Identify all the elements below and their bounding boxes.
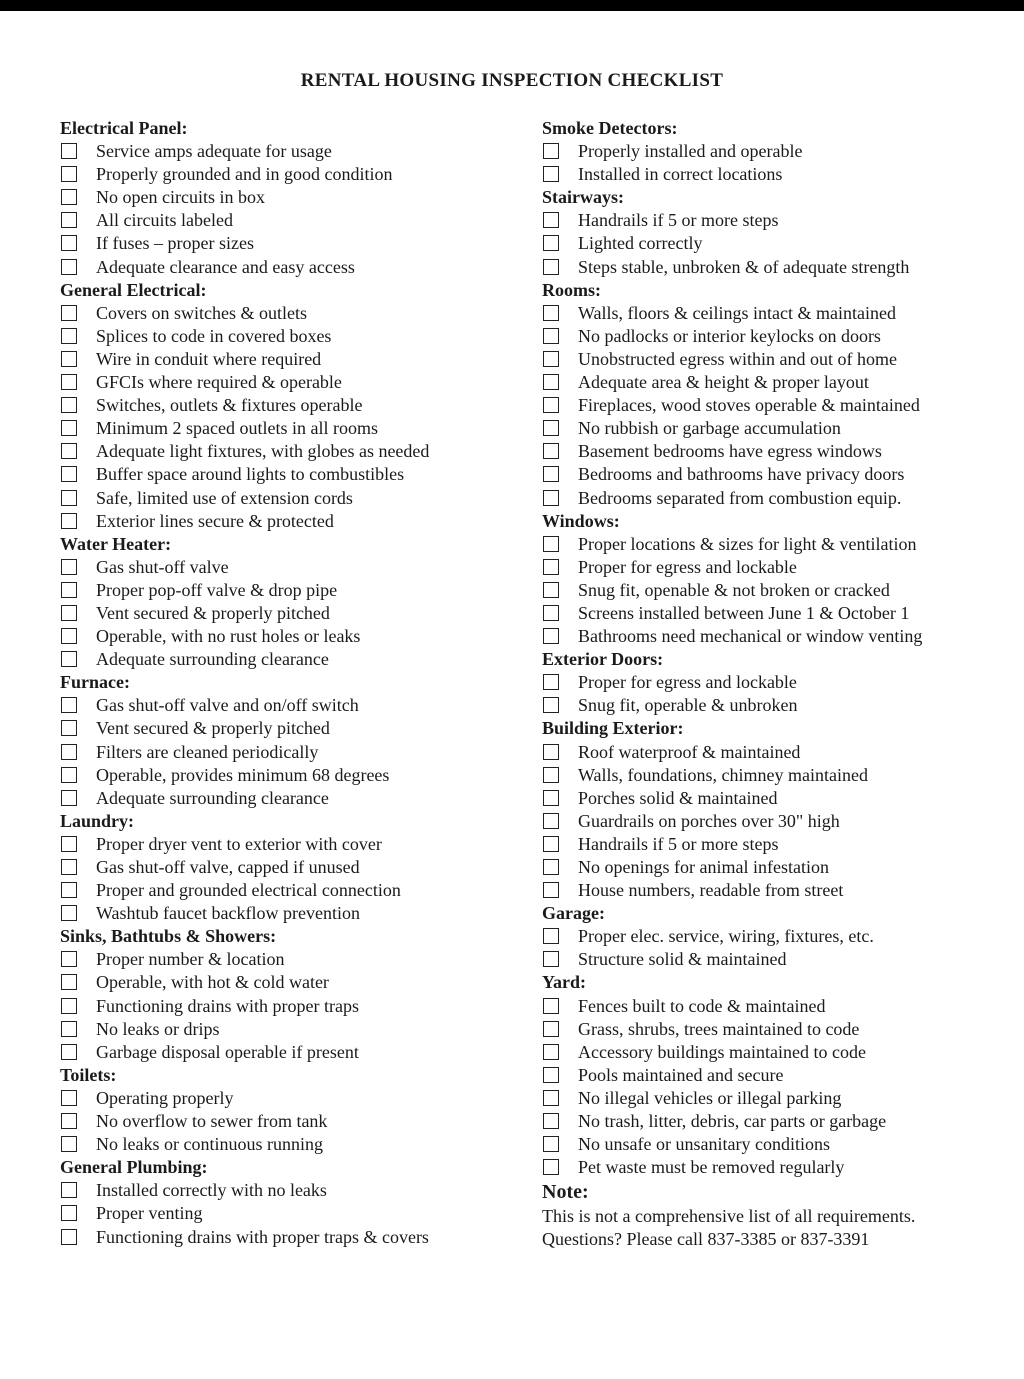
- checklist-item: [542, 1064, 982, 1087]
- checklist-item-label: GFCIs where required & operable: [96, 372, 342, 393]
- checkbox[interactable]: [543, 1136, 559, 1152]
- checklist-item: [60, 879, 510, 902]
- section-water-heater: [60, 533, 510, 672]
- checklist-item: [60, 302, 510, 325]
- checklist-item: [542, 1110, 982, 1133]
- checkbox[interactable]: [61, 1136, 77, 1152]
- checklist-item: [542, 1041, 982, 1064]
- checkbox[interactable]: [543, 859, 559, 875]
- checklist-item: [542, 1018, 982, 1041]
- checklist-item-label: Covers on switches & outlets: [96, 302, 307, 323]
- checkbox[interactable]: [61, 189, 77, 205]
- checklist-item-label: Installed correctly with no leaks: [96, 1180, 327, 1201]
- section-heading: Furnace:: [60, 672, 130, 693]
- checklist-item: [60, 648, 510, 671]
- checkbox[interactable]: [543, 1021, 559, 1037]
- checkbox[interactable]: [61, 1229, 77, 1245]
- checklist-item: [542, 556, 982, 579]
- checklist-item-label: Switches, outlets & fixtures operable: [96, 395, 363, 416]
- checklist-item: [542, 671, 982, 694]
- checklist-item-label: Walls, floors & ceilings intact & maintained: [578, 302, 896, 323]
- checklist-item: [60, 1179, 510, 1202]
- section-heading: Smoke Detectors:: [542, 118, 678, 138]
- checklist-item: [60, 510, 510, 533]
- section-rooms: [542, 279, 982, 510]
- checkbox[interactable]: [543, 490, 559, 506]
- checklist-item-label: No openings for animal infestation: [578, 857, 829, 877]
- checklist-item-label: Proper number & location: [96, 949, 285, 970]
- checklist-item-label: Operable, provides minimum 68 degrees: [96, 764, 390, 785]
- note-line: Questions? Please call 837-3385 or 837-3391: [542, 1229, 870, 1250]
- checklist-item-label: Properly installed and operable: [578, 141, 803, 162]
- section-yard: [542, 971, 982, 1179]
- checklist-item: [60, 995, 510, 1018]
- checkbox[interactable]: [543, 813, 559, 829]
- checkbox[interactable]: [61, 1090, 77, 1106]
- checkbox[interactable]: [543, 1113, 559, 1129]
- section-heading: Windows:: [542, 510, 620, 531]
- checklist-item: [60, 1041, 510, 1064]
- checklist-item-label: No open circuits in box: [96, 187, 265, 208]
- checklist-item-label: Steps stable, unbroken & of adequate strength: [578, 256, 910, 277]
- checkbox[interactable]: [543, 767, 559, 783]
- checklist-item-label: Operable, with hot & cold water: [96, 972, 329, 993]
- section-smoke-detectors: [542, 117, 982, 186]
- checklist-item: [542, 948, 982, 971]
- checkbox[interactable]: [543, 1067, 559, 1083]
- checklist-item-label: No leaks or continuous running: [96, 1134, 323, 1155]
- checklist-item: [60, 348, 510, 371]
- checklist-item: [60, 902, 510, 925]
- checkbox[interactable]: [61, 697, 77, 713]
- checkbox[interactable]: [61, 1205, 77, 1221]
- section-heading: Toilets:: [60, 1064, 117, 1085]
- checkbox[interactable]: [61, 859, 77, 875]
- checkbox[interactable]: [61, 259, 77, 275]
- checkbox[interactable]: [61, 998, 77, 1014]
- checkbox[interactable]: [61, 143, 77, 159]
- checklist-item: [542, 602, 982, 625]
- checklist-item-label: Handrails if 5 or more steps: [578, 833, 779, 854]
- checklist-item-label: Porches solid & maintained: [578, 787, 778, 808]
- checklist-item-label: Splices to code in covered boxes: [96, 325, 332, 346]
- checkbox[interactable]: [543, 928, 559, 944]
- checkbox[interactable]: [61, 420, 77, 436]
- checkbox[interactable]: [543, 328, 559, 344]
- checkbox[interactable]: [61, 974, 77, 990]
- note-section: [542, 1180, 982, 1251]
- section-garage: [542, 902, 982, 971]
- checklist-item: [542, 325, 982, 348]
- checklist-item-label: Vent secured & properly pitched: [96, 718, 330, 739]
- checkbox[interactable]: [61, 1044, 77, 1060]
- checklist-item: [542, 463, 982, 486]
- checklist-item-label: Snug fit, operable & unbroken: [578, 695, 798, 716]
- checklist-item-label: Washtub faucet backflow prevention: [96, 903, 360, 924]
- checkbox[interactable]: [61, 882, 77, 898]
- section-heading: Building Exterior:: [542, 718, 684, 739]
- checklist-item: [60, 417, 510, 440]
- checklist-item-label: Pools maintained and secure: [578, 1064, 784, 1085]
- checkbox[interactable]: [61, 305, 77, 321]
- checklist-item: [60, 463, 510, 486]
- checkbox[interactable]: [61, 651, 77, 667]
- checkbox[interactable]: [543, 351, 559, 367]
- checklist-item-label: No overflow to sewer from tank: [96, 1111, 328, 1132]
- checkbox[interactable]: [543, 397, 559, 413]
- checklist-item-label: Adequate light fixtures, with globes as needed: [96, 441, 430, 462]
- checkbox[interactable]: [543, 1090, 559, 1106]
- checkbox[interactable]: [61, 235, 77, 251]
- checklist-item: [60, 787, 510, 810]
- checkbox[interactable]: [61, 720, 77, 736]
- checklist-item: [60, 764, 510, 787]
- section-heading: Electrical Panel:: [60, 118, 188, 138]
- checklist-item: [542, 856, 982, 879]
- checklist-item-label: Functioning drains with proper traps & covers: [96, 1226, 429, 1247]
- checklist-item: [542, 533, 982, 556]
- section-general-plumbing: [60, 1156, 510, 1248]
- checklist-item: [542, 440, 982, 463]
- checklist-item-label: Minimum 2 spaced outlets in all rooms: [96, 418, 378, 439]
- checklist-item-label: Proper dryer vent to exterior with cover: [96, 833, 382, 854]
- checkbox[interactable]: [543, 1159, 559, 1175]
- checkbox[interactable]: [61, 951, 77, 967]
- checklist-item-label: Adequate surrounding clearance: [96, 649, 329, 670]
- checklist-item-label: Grass, shrubs, trees maintained to code: [578, 1018, 860, 1039]
- checkbox[interactable]: [543, 790, 559, 806]
- checklist-item-label: Gas shut-off valve and on/off switch: [96, 695, 359, 716]
- checklist-item: [542, 394, 982, 417]
- checklist-item: [542, 810, 982, 833]
- checkbox[interactable]: [543, 143, 559, 159]
- checklist-item-label: Proper and grounded electrical connection: [96, 880, 401, 901]
- checklist-item: [60, 1202, 510, 1225]
- left-column: [60, 117, 510, 1249]
- section-general-electrical: [60, 279, 510, 533]
- checklist-item: [60, 163, 510, 186]
- checklist-item: [60, 694, 510, 717]
- section-building-exterior: [542, 717, 982, 902]
- section-heading: Exterior Doors:: [542, 649, 664, 670]
- checklist-item: [542, 579, 982, 602]
- checklist-item: [542, 625, 982, 648]
- note-heading: Note:: [542, 1181, 589, 1204]
- checklist-item: [60, 717, 510, 740]
- checklist-item-label: Operable, with no rust holes or leaks: [96, 626, 361, 647]
- checklist-item: [60, 186, 510, 209]
- checklist-item-label: Screens installed between June 1 & October 1: [578, 602, 910, 623]
- checklist-item: [542, 833, 982, 856]
- checkbox[interactable]: [61, 1021, 77, 1037]
- checkbox[interactable]: [543, 998, 559, 1014]
- section-exterior-doors: [542, 648, 982, 717]
- checklist-item: [60, 971, 510, 994]
- checklist-item: [542, 232, 982, 255]
- checklist-item: [60, 1226, 510, 1249]
- checklist-item-label: All circuits labeled: [96, 210, 233, 231]
- checklist-item-label: Adequate area & height & proper layout: [578, 372, 869, 393]
- checklist-item: [60, 856, 510, 879]
- checklist-item-label: No unsafe or unsanitary conditions: [578, 1134, 830, 1155]
- checkbox[interactable]: [61, 605, 77, 621]
- checklist-item-label: Proper for egress and lockable: [578, 556, 797, 577]
- right-column: [542, 117, 982, 1252]
- checklist-item: [542, 694, 982, 717]
- checklist-item-label: Accessory buildings maintained to code: [578, 1041, 866, 1062]
- checklist-item-label: Bathrooms need mechanical or window venting: [578, 626, 923, 647]
- checkbox[interactable]: [61, 212, 77, 228]
- checkbox[interactable]: [543, 836, 559, 852]
- section-heading: Sinks, Bathtubs & Showers:: [60, 926, 277, 947]
- checkbox[interactable]: [61, 328, 77, 344]
- checkbox[interactable]: [61, 466, 77, 482]
- checklist-item: [60, 1087, 510, 1110]
- checklist-item: [542, 163, 982, 186]
- checklist-item-label: No leaks or drips: [96, 1018, 220, 1039]
- note-line: This is not a comprehensive list of all requirements.: [542, 1206, 916, 1227]
- top-bar: [0, 0, 1024, 11]
- checkbox[interactable]: [61, 628, 77, 644]
- checkbox[interactable]: [61, 490, 77, 506]
- checklist-item-label: Adequate clearance and easy access: [96, 256, 355, 277]
- section-laundry: [60, 810, 510, 925]
- section-heading: Rooms:: [542, 279, 601, 300]
- checklist-item-label: Gas shut-off valve: [96, 556, 229, 577]
- checkbox[interactable]: [61, 790, 77, 806]
- checklist-item-label: Exterior lines secure & protected: [96, 510, 334, 531]
- checklist-item-label: Wire in conduit where required: [96, 348, 322, 369]
- checklist-item-label: Safe, limited use of extension cords: [96, 487, 353, 508]
- checklist-item: [542, 995, 982, 1018]
- checkbox[interactable]: [543, 259, 559, 275]
- checklist-item: [542, 764, 982, 787]
- checklist-item-label: Proper venting: [96, 1203, 203, 1224]
- checklist-item-label: Vent secured & properly pitched: [96, 602, 330, 623]
- checklist-item-label: Roof waterproof & maintained: [578, 741, 801, 762]
- section-toilets: [60, 1064, 510, 1156]
- checklist-item-label: Proper for egress and lockable: [578, 672, 797, 693]
- checkbox[interactable]: [61, 166, 77, 182]
- checklist-item-label: Lighted correctly: [578, 233, 703, 254]
- checklist-item: [542, 787, 982, 810]
- section-heading: Laundry:: [60, 810, 135, 831]
- checkbox[interactable]: [543, 951, 559, 967]
- checkbox[interactable]: [61, 1113, 77, 1129]
- section-electrical-panel: [60, 117, 510, 279]
- checklist-item: [60, 371, 510, 394]
- checkbox[interactable]: [61, 836, 77, 852]
- checkbox[interactable]: [543, 744, 559, 760]
- checkbox[interactable]: [543, 582, 559, 598]
- checkbox[interactable]: [543, 1044, 559, 1060]
- checklist-item-label: Garbage disposal operable if present: [96, 1041, 359, 1062]
- checklist-item-label: Guardrails on porches over 30" high: [578, 810, 840, 831]
- checklist-item-label: Structure solid & maintained: [578, 949, 787, 970]
- checkbox[interactable]: [61, 1182, 77, 1198]
- checklist-item-label: Pet waste must be removed regularly: [578, 1157, 845, 1178]
- checklist-item: [542, 256, 982, 279]
- checklist-item-label: Basement bedrooms have egress windows: [578, 441, 882, 462]
- checklist-item-label: Unobstructed egress within and out of home: [578, 348, 897, 369]
- section-furnace: [60, 671, 510, 810]
- section-heading: General Electrical:: [60, 279, 207, 300]
- checklist-item: [60, 833, 510, 856]
- checklist-item: [542, 741, 982, 764]
- section-heading: Garage:: [542, 903, 605, 924]
- checkbox[interactable]: [543, 882, 559, 898]
- checklist-item: [60, 140, 510, 163]
- checklist-item: [60, 948, 510, 971]
- checklist-item: [60, 487, 510, 510]
- checklist-item: [542, 348, 982, 371]
- checklist-item-label: Properly grounded and in good condition: [96, 164, 393, 185]
- checklist-item-label: Handrails if 5 or more steps: [578, 210, 779, 231]
- checklist-item-label: Service amps adequate for usage: [96, 141, 332, 162]
- checklist-item: [542, 1133, 982, 1156]
- checklist-item-label: If fuses – proper sizes: [96, 233, 254, 254]
- checklist-item: [60, 209, 510, 232]
- checkbox[interactable]: [61, 582, 77, 598]
- checklist-item: [542, 302, 982, 325]
- checkbox[interactable]: [543, 559, 559, 575]
- checkbox[interactable]: [543, 374, 559, 390]
- checkbox[interactable]: [543, 628, 559, 644]
- checklist-item: [542, 417, 982, 440]
- checkbox[interactable]: [543, 420, 559, 436]
- checklist-item: [542, 879, 982, 902]
- checkbox[interactable]: [61, 767, 77, 783]
- checkbox[interactable]: [61, 744, 77, 760]
- checklist-item: [542, 140, 982, 163]
- checkbox[interactable]: [61, 397, 77, 413]
- checklist-item-label: House numbers, readable from street: [578, 880, 844, 901]
- checklist-item: [60, 1133, 510, 1156]
- checklist-item-label: Adequate surrounding clearance: [96, 787, 329, 808]
- checkbox[interactable]: [543, 697, 559, 713]
- checklist-item-label: Functioning drains with proper traps: [96, 995, 359, 1016]
- checklist-item: [60, 256, 510, 279]
- checkbox[interactable]: [543, 443, 559, 459]
- checkbox[interactable]: [543, 166, 559, 182]
- checklist-item-label: Proper elec. service, wiring, fixtures, etc.: [578, 926, 874, 947]
- checkbox[interactable]: [61, 905, 77, 921]
- checkbox[interactable]: [61, 443, 77, 459]
- checklist-item: [60, 741, 510, 764]
- checklist-item-label: Filters are cleaned periodically: [96, 741, 319, 762]
- section-windows: [542, 510, 982, 649]
- section-heading: Yard:: [542, 972, 586, 993]
- checklist-item-label: No padlocks or interior keylocks on doors: [578, 325, 881, 346]
- checklist-item-label: Fences built to code & maintained: [578, 995, 826, 1016]
- checkbox[interactable]: [61, 559, 77, 575]
- page-title: RENTAL HOUSING INSPECTION CHECKLIST: [300, 70, 724, 91]
- checklist-item: [60, 232, 510, 255]
- checklist-item: [542, 1156, 982, 1179]
- checkbox[interactable]: [61, 351, 77, 367]
- checkbox[interactable]: [543, 235, 559, 251]
- checklist-item: [60, 625, 510, 648]
- section-heading: General Plumbing:: [60, 1157, 208, 1178]
- checklist-item-label: Fireplaces, wood stoves operable & maintained: [578, 395, 920, 416]
- checklist-item-label: Buffer space around lights to combustibles: [96, 464, 405, 485]
- checklist-item: [542, 209, 982, 232]
- checklist-item: [60, 1110, 510, 1133]
- checklist-item: [542, 1087, 982, 1110]
- checkbox[interactable]: [543, 605, 559, 621]
- checklist-item-label: No rubbish or garbage accumulation: [578, 418, 841, 439]
- checklist-item-label: Walls, foundations, chimney maintained: [578, 764, 868, 785]
- checklist-item-label: Proper locations & sizes for light & ventilation: [578, 533, 917, 554]
- section-sinks-bathtubs-showers: [60, 925, 510, 1064]
- checklist-item: [60, 440, 510, 463]
- checklist-item: [60, 602, 510, 625]
- checklist-item: [60, 325, 510, 348]
- checklist-item: [60, 394, 510, 417]
- checklist-item-label: Operating properly: [96, 1087, 234, 1108]
- checklist-item-label: Gas shut-off valve, capped if unused: [96, 857, 360, 877]
- checklist-item: [542, 371, 982, 394]
- checkbox[interactable]: [543, 305, 559, 321]
- checklist-item: [60, 1018, 510, 1041]
- section-heading: Stairways:: [542, 187, 624, 208]
- checklist-item-label: Bedrooms separated from combustion equip.: [578, 487, 902, 508]
- checklist-item-label: Proper pop-off valve & drop pipe: [96, 579, 338, 600]
- checklist-item-label: Bedrooms and bathrooms have privacy doors: [578, 464, 905, 485]
- checklist-item-label: No illegal vehicles or illegal parking: [578, 1087, 842, 1108]
- section-stairways: [542, 186, 982, 278]
- checklist-item: [542, 487, 982, 510]
- checklist-item: [60, 556, 510, 579]
- checkbox[interactable]: [61, 374, 77, 390]
- checkbox[interactable]: [61, 513, 77, 529]
- checkbox[interactable]: [543, 212, 559, 228]
- checklist-item-label: Installed in correct locations: [578, 164, 783, 185]
- checklist-item: [542, 925, 982, 948]
- checklist-item-label: Snug fit, openable & not broken or cracked: [578, 579, 890, 600]
- section-heading: Water Heater:: [60, 533, 172, 554]
- checkbox[interactable]: [543, 466, 559, 482]
- checklist-item-label: No trash, litter, debris, car parts or garbage: [578, 1111, 887, 1132]
- checklist-item: [60, 579, 510, 602]
- checkbox[interactable]: [543, 674, 559, 690]
- checkbox[interactable]: [543, 536, 559, 552]
